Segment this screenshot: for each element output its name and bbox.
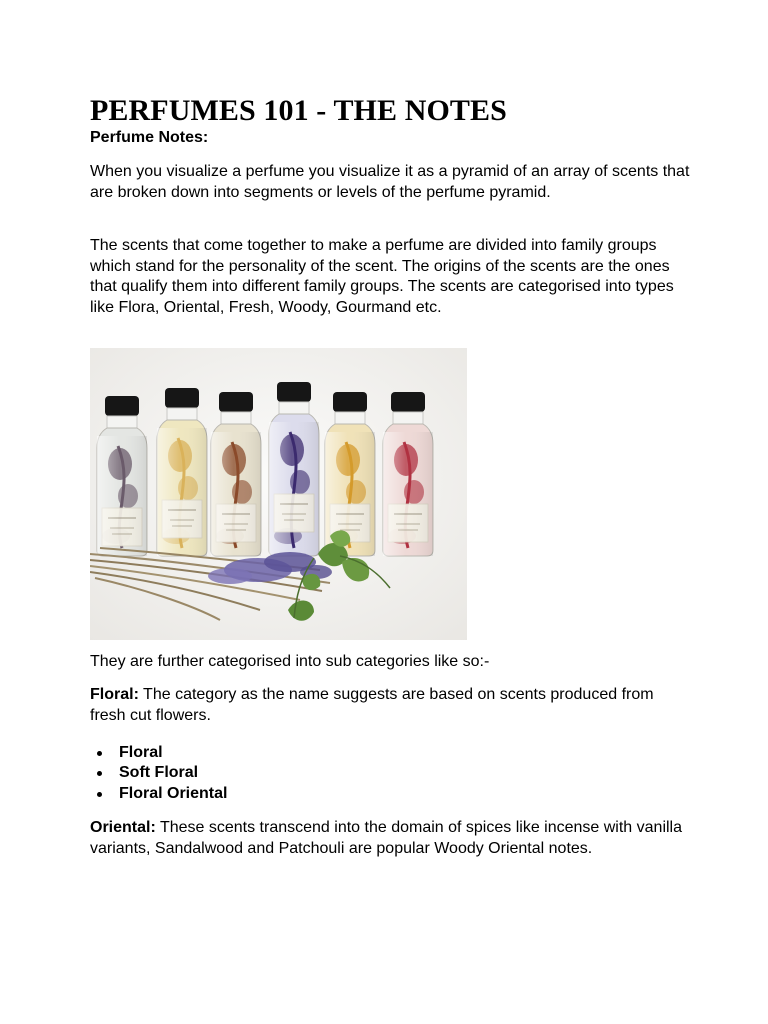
floral-paragraph <box>90 685 690 726</box>
floral-bullet-list <box>90 743 227 804</box>
list-item-label: Soft Floral <box>119 764 199 782</box>
floral-description: The category as the name suggests are based on scents produced from fresh cut flowers. <box>90 686 654 724</box>
list-item <box>90 743 227 763</box>
list-item <box>90 763 227 783</box>
bullet-icon <box>97 751 102 756</box>
list-item <box>90 784 227 804</box>
oriental-description: These scents transcend into the domain of spices like incense with vanilla variants, Sandalwood and Patchouli are popular Woody Oriental notes. <box>90 819 683 857</box>
section-subheading: Perfume Notes: <box>90 129 209 146</box>
oriental-label: Oriental: <box>90 819 156 836</box>
subcategories-intro: They are further categorised into sub categories like so:- <box>90 653 490 670</box>
bullet-icon <box>97 792 102 797</box>
intro-paragraph: When you visualize a perfume you visualize it as a pyramid of an array of scents that are broken down into segments or levels of the perfume pyramid. <box>90 163 690 201</box>
list-item-label: Floral Oriental <box>119 784 228 802</box>
page-title: PERFUMES 101 - THE NOTES <box>90 94 507 127</box>
perfume-bottles-photo <box>90 348 467 640</box>
oriental-paragraph <box>90 818 690 859</box>
floral-label: Floral: <box>90 686 139 703</box>
list-item-label: Floral <box>119 744 163 761</box>
family-groups-paragraph: The scents that come together to make a perfume are divided into family groups which stand for the personality of the scent. The origins of the scents are the ones that qualify them into different family groups. The scents are categorised into types like Flora, Oriental, Fresh, Woody, Gourmand etc. <box>90 237 674 316</box>
bullet-icon <box>97 771 102 776</box>
